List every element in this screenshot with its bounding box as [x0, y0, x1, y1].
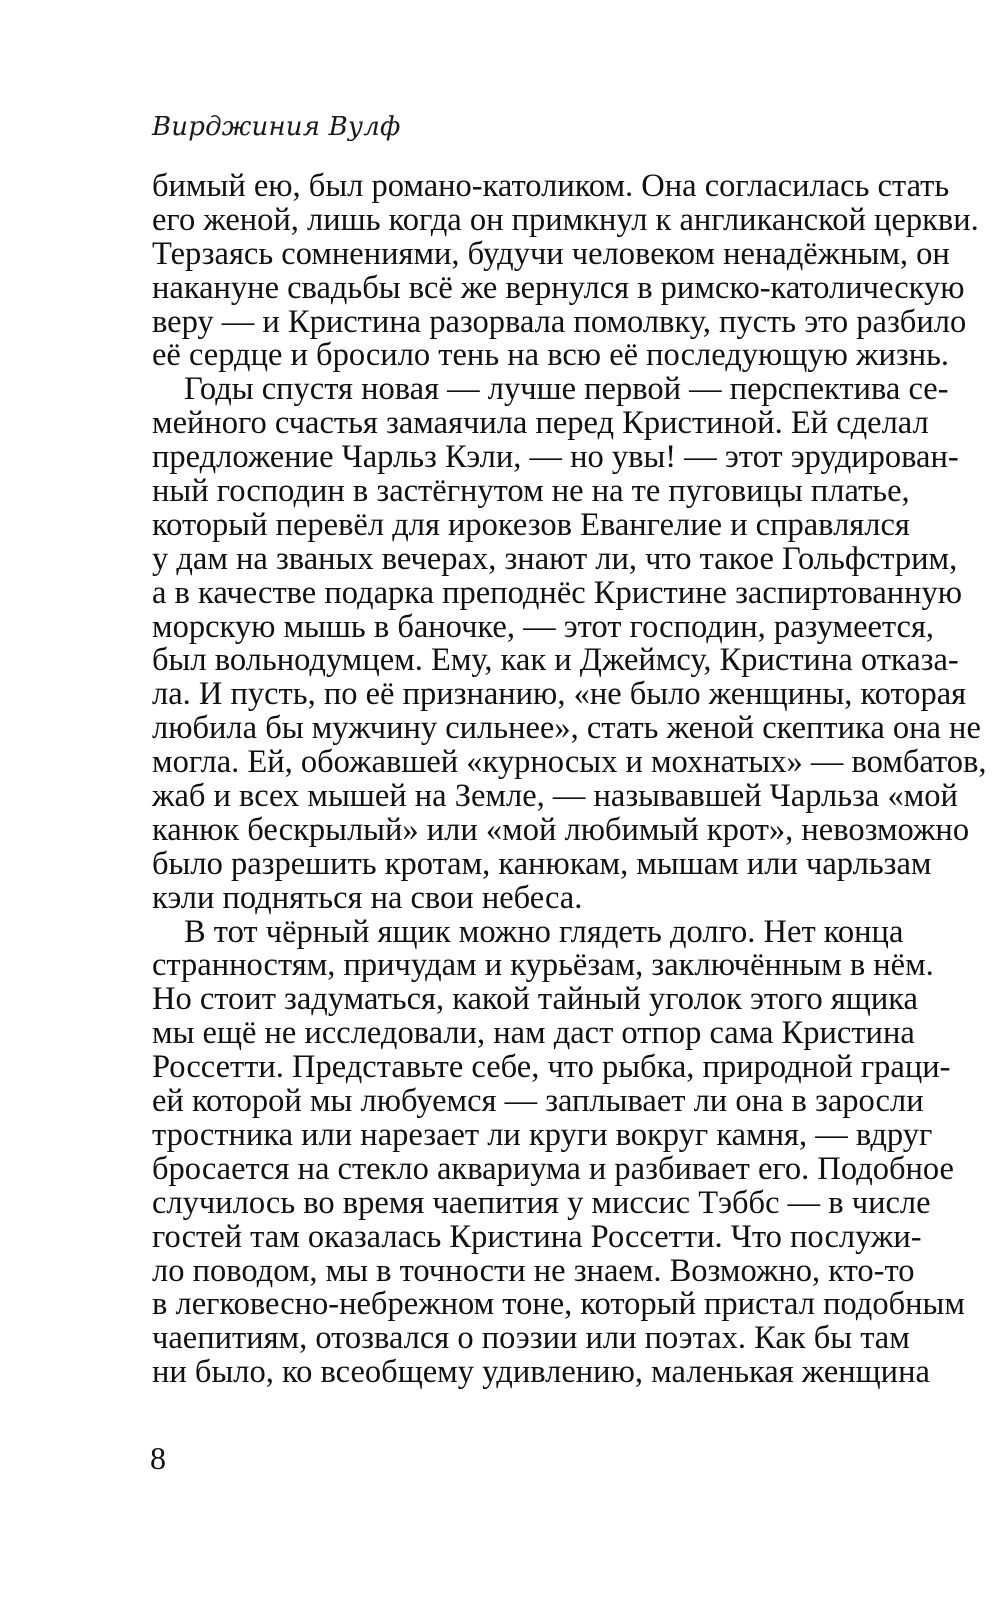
text-line: тростника или нарезает ли круги вокруг камня, — вдруг	[152, 1116, 933, 1153]
text-line: чаепитиям, отозвался о поэзии или поэтах. Как бы там	[152, 1320, 910, 1357]
text-line: накануне свадьбы всё же вернулся в римско-католическую	[152, 269, 965, 306]
text-line: морскую мышь в баночке, — этот господин, разумеется,	[152, 608, 935, 645]
text-line: у дам на званых вечерах, знают ли, что такое Гольфстрим,	[152, 540, 958, 577]
text-line: ло поводом, мы в точности не знаем. Возможно, кто-то	[152, 1252, 915, 1289]
text-line: было разрешить кротам, канюкам, мышам или чарльзам	[152, 845, 932, 882]
body-text	[152, 168, 987, 1391]
text-line: ни было, ко всеобщему удивлению, маленькая женщина	[152, 1354, 930, 1391]
text-line: предложение Чарльз Кэли, — но увы! — этот эрудирован-	[152, 439, 959, 476]
text-line: был вольнодумцем. Ему, как и Джеймсу, Кристина отказа-	[152, 642, 959, 679]
text-line: бросается на стекло аквариума и разбивает его. Подобное	[152, 1150, 954, 1187]
text-line: любила бы мужчину сильнее», стать женой скептика она не	[152, 710, 981, 747]
text-line: ей которой мы любуемся — заплывает ли она в заросли	[152, 1083, 924, 1120]
text-line: Годы спустя новая — лучше первой — перспектива се-	[184, 371, 949, 408]
page-number: 8	[150, 1440, 166, 1476]
text-line: Терзаясь сомнениями, будучи человеком ненадёжным, он	[152, 235, 950, 272]
text-line: кэли подняться на свои небеса.	[152, 879, 583, 916]
text-line: гостей там оказалась Кристина Россетти. Что послужи-	[152, 1218, 922, 1255]
text-line: могла. Ей, обожавшей «курносых и мохнатых» — вомбатов,	[152, 744, 987, 781]
running-head-author: Вирджиния Вулф	[152, 112, 401, 142]
text-line: а в качестве подарка преподнёс Кристине заспиртованную	[152, 574, 963, 611]
text-line: Но стоит задуматься, какой тайный уголок этого ящика	[152, 981, 918, 1018]
text-line: ла. И пусть, по её признанию, «не было женщины, которая	[152, 676, 967, 713]
text-line: мейного счастья замаячила перед Кристиной. Ей сделал	[152, 405, 929, 442]
text-line: В тот чёрный ящик можно глядеть долго. Нет конца	[184, 913, 904, 950]
text-line: его женой, лишь когда он примкнул к англиканской церкви.	[152, 201, 979, 238]
text-line: канюк бескрылый» или «мой любимый крот», невозможно	[152, 811, 970, 848]
text-line: мы ещё не исследовали, нам даст отпор сама Кристина	[152, 1015, 915, 1052]
text-line: её сердце и бросило тень на всю её последующую жизнь.	[152, 337, 950, 374]
text-line: в легковесно-небрежном тоне, который пристал подобным	[152, 1286, 965, 1323]
text-line: случилось во время чаепития у миссис Тэббс — в числе	[152, 1184, 931, 1221]
text-line: бимый ею, был романо-католиком. Она согласилась стать	[152, 168, 950, 204]
text-line: жаб и всех мышей на Земле, — называвшей Чарльза «мой	[152, 778, 958, 815]
text-line: Россетти. Представьте себе, что рыбка, природной граци-	[152, 1049, 951, 1086]
text-line: ный господин в застёгнутом не на те пуговицы платье,	[152, 473, 910, 510]
text-line: который перевёл для ирокезов Евангелие и справлялся	[152, 506, 910, 543]
text-line: странностям, причудам и курьёзам, заключённым в нём.	[152, 947, 934, 984]
text-line: веру — и Кристина разорвала помолвку, пусть это разбило	[152, 303, 967, 340]
